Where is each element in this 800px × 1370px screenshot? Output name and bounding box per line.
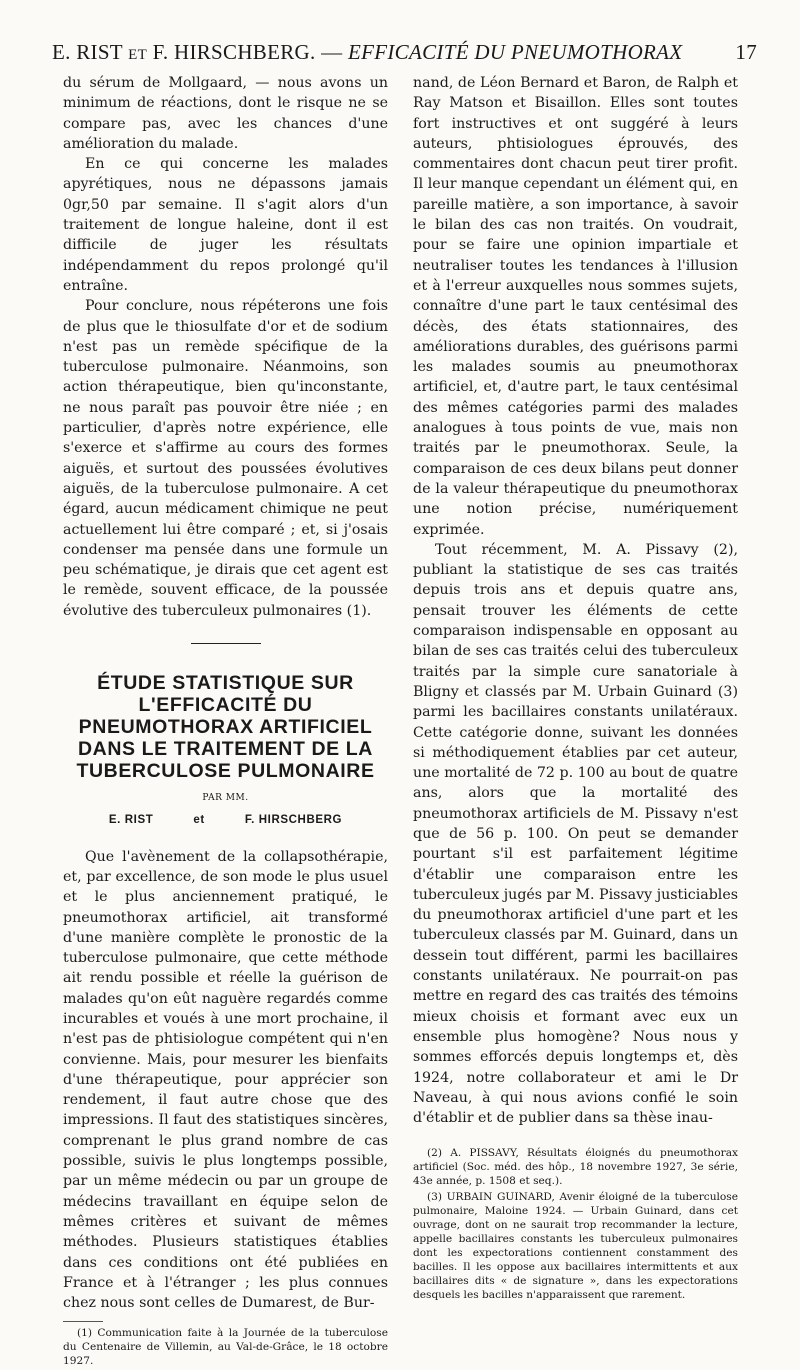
byline-par: PAR MM.: [202, 793, 249, 804]
paragraph: nand, de Léon Bernard et Baron, de Ralph et Ray Matson et Bisaillon. Elles sont toutes fort instructives et ont suggéré à leurs auteurs, phtisiologues éprouvés, des commentaires dont chacun peut tirer profit. Il leur manque cependant un élément qui, en pareille matière, a son importance, à savoir le bilan des cas non traités. On voudrait, pour se faire une opinion impartiale et neutraliser toutes les tendances à l'illusion et à l'erreur auxquelles nous sommes sujets, connaître d'une part le taux centésimal des décès, des états stationnaires, des améliorations durables, des guérisons parmi les malades soumis au pneumothorax artificiel, et, d'autre part, le taux centésimal des mêmes catégories parmi des malades analogues à tous points de vue, mais non traités par le pneumothorax. Seule, la comparaison de ces deux bilans peut donner de la valeur thérapeutique du pneumothorax une notion précise, numériquement exprimée.: [413, 75, 738, 538]
footnote-1: (1) Communication faite à la Journée de la tuberculose du Centenaire de Villemin, au Val-de-Grâce, le 18 octobre 1927.: [63, 1327, 388, 1368]
running-head: [52, 40, 757, 65]
article-title: ÉTUDE STATISTIQUE SUR L'EFFICACITÉ DU PNEUMOTHORAX ARTIFICIEL DANS LE TRAITEMENT DE LA TUBERCULOSE PULMONAIRE: [76, 672, 375, 783]
header-authors: E. RIST et F. HIRSCHBERG.: [52, 40, 316, 64]
footnotes: [413, 1146, 738, 1302]
header-dash: —: [321, 40, 343, 64]
right-column: [413, 73, 738, 1304]
paragraph: Pour conclure, nous répéterons une fois de plus que le thiosulfate d'or et de sodium n'est pas un remède spécifique de la tuberculose pulmonaire. Néanmoins, son action thérapeutique, bien qu'inconstante, ne nous paraît pas pouvoir être niée ; en particulier, d'après notre expérience, elle s'exerce et s'affirme au cours des formes aiguës, et surtout des poussées évolutives aiguës, de la tuberculose pulmonaire. A cet égard, aucun médicament chimique ne peut actuellement lui être comparé ; et, si j'osais condenser ma pensée dans une formule un peu schématique, je dirais que cet agent est le remède, souvent efficace, de la poussée évolutive des tuberculeux pulmonaires (1).: [63, 298, 388, 619]
paragraph: Tout récemment, M. A. Pissavy (2), publiant la statistique de ses cas traités depuis trois ans et depuis quatre ans, pensait trouver les éléments de cette comparaison indispensable en opposant au bilan de ses cas traités celui des tuberculeux traités par la simple cure sanatoriale à Bligny et classés par M. Urbain Guinard (3) parmi les bacillaires constants unilatéraux. Cette catégorie donne, suivant les données si méthodiquement établies par cet auteur, une mortalité de 72 p. 100 au bout de quatre ans, alors que la mortalité des pneumothorax artificiels de M. Pissavy n'est que de 56 p. 100. On peut se demander pourtant s'il est parfaitement légitime d'établir une comparaison entre les tuberculeux jugés par M. Pissavy justiciables du pneumothorax artificiel d'une part et les tuberculeux classés par M. Guinard, dans un dessein tout différent, parmi les bacillaires constants unilatéraux. Ne pourrait-on pas mettre en regard des cas traités des témoins mieux choisis et formant avec eux un ensemble plus homogène? Nous nous y sommes efforcés depuis longtemps et, dès 1924, notre collaborateur et ami le Dr Naveau, à qui nous avions confié le soin d'établir et de publier dans sa thèse inau-: [413, 541, 738, 1127]
header-title: EFFICACITÉ DU PNEUMOTHORAX: [348, 40, 683, 64]
byline: [63, 810, 388, 830]
section-divider: [191, 643, 261, 644]
paragraph: Que l'avènement de la collapsothérapie, et, par excellence, de son mode le plus usuel et le plus anciennement pratiqué, le pneumothorax artificiel, ait transformé d'une manière complète le pronostic de la tuberculose pulmonaire, que cette méthode ait rendu possible et réelle la guérison de malades qu'on eût naguère regardés comme incurables et voués à une mort prochaine, il n'est pas de phtisiologue compétent qui n'en convienne. Mais, pour mesurer les bienfaits d'une thérapeutique, pour apprécier son rendement, il faut autre chose que des impressions. Il faut des statistiques sincères, comprenant le plus grand nombre de cas possible, suivis le plus longtemps possible, par un même médecin ou par un groupe de médecins travaillant en équipe selon de mêmes critères et suivant de mêmes méthodes. Plusieurs statistiques établies dans ces conditions ont été publiées en France et à l'étranger ; les plus connues chez nous sont celles de Dumarest, de Bur-: [63, 848, 388, 1312]
paragraph: En ce qui concerne les malades apyrétiques, nous ne dépassons jamais 0gr,50 par semaine. Il s'agit alors d'un traitement de longue haleine, dont il est difficile de juger les résultats indépendamment du repos prolongé qu'il entraîne.: [63, 156, 388, 294]
footnote-3: (3) URBAIN GUINARD, Avenir éloigné de la tuberculose pulmonaire, Maloine 1924. — Urbain Guinard, dans cet ouvrage, dont on ne saurait trop recommander la lecture, appelle bacillaires constants les tuberculeux pulmonaires dont les expectorations contiennent constamment des bacilles. Il les oppose aux bacillaires intermittents et aux bacillaires dits « de signature », dans les expectorations desquels les bacilles n'apparaissent que rarement.: [413, 1191, 738, 1302]
paragraph: du sérum de Mollgaard, — nous avons un minimum de réactions, dont le risque ne se compare pas, avec les chances d'une amélioration du malade.: [63, 75, 388, 152]
author-hirschberg: F. HIRSCHBERG: [244, 814, 343, 827]
page-number: 17: [735, 40, 757, 64]
left-column: [63, 73, 388, 1370]
footnote-2: (2) A. PISSAVY, Résultats éloignés du pneumothorax artificiel (Soc. méd. des hôp., 18 novembre 1927, 3e série, 43e année, p. 1508 et seq.).: [413, 1147, 738, 1188]
author-rist: E. RIST: [108, 814, 154, 827]
footnote-rule: [63, 1321, 103, 1322]
byline-et: et: [193, 814, 205, 827]
